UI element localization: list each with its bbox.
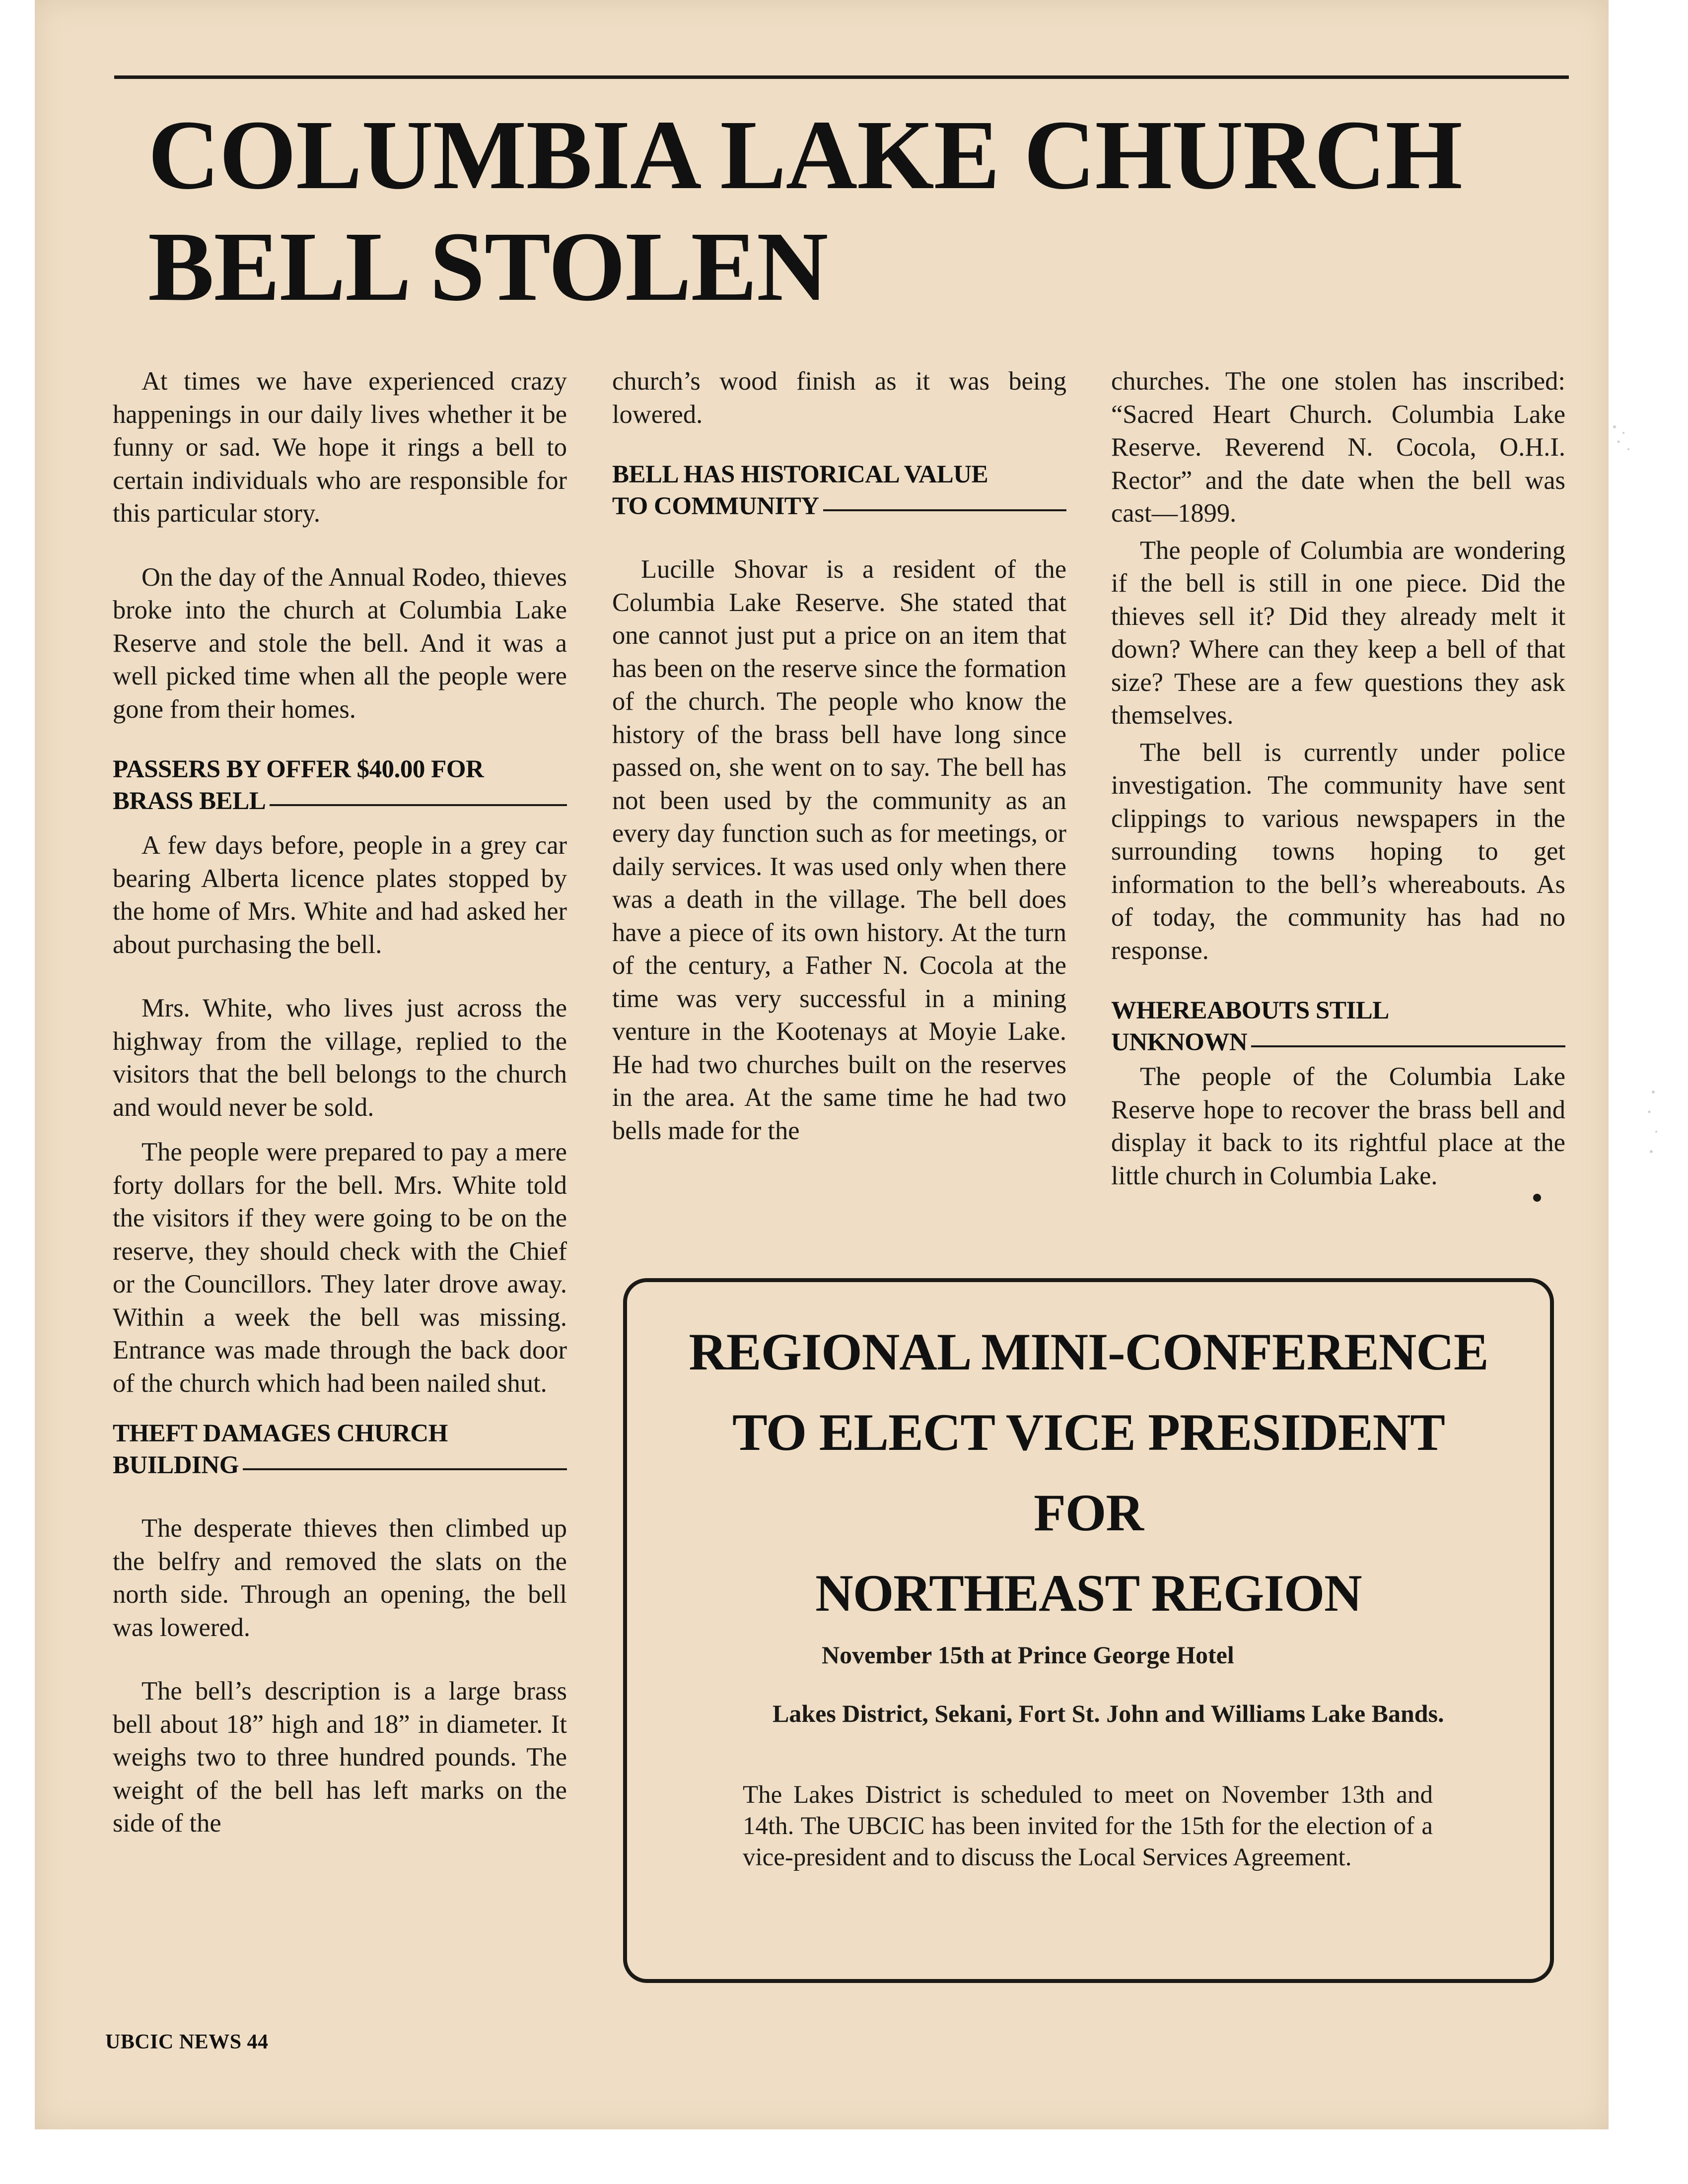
subhead-whereabouts-line-2: UNKNOWN (1111, 1028, 1248, 1056)
notice-bands: Lakes District, Sekani, Fort St. John and Williams Lake Bands. (773, 1700, 1444, 1727)
paragraph-8: church’s wood finish as it was being lowered. (612, 367, 1066, 429)
headline-line-2: BELL STOLEN (148, 212, 828, 322)
subhead-whereabouts (1111, 995, 1565, 1058)
subhead-historical-value-line-2: TO COMMUNITY (612, 492, 819, 520)
subhead-rule (243, 1468, 567, 1470)
end-bullet (1533, 1194, 1541, 1202)
subhead-whereabouts-line-1: WHEREABOUTS STILL (1111, 997, 1389, 1024)
page-footer: UBCIC NEWS 44 (105, 2031, 269, 2053)
article-column-3 (1111, 365, 1565, 1192)
paragraph-4: Mrs. White, who lives just across the highway from the village, replied to the visitors that the bell belongs to the church and would never be sold. (113, 994, 567, 1122)
notice-title-line-1: REGIONAL MINI-CONFERENCE (689, 1323, 1488, 1381)
paragraph-12: The bell is currently under police investigation. The community have sent clippings to various newspapers in the surrounding towns hoping to get information to the bell’s whereabouts. As of today, the community has had no response. (1111, 738, 1565, 965)
paper-speck-marks (1638, 1082, 1668, 1166)
subhead-passers-by-line-2: BRASS BELL (113, 787, 266, 815)
subhead-rule (1251, 1045, 1565, 1047)
headline (148, 99, 1568, 323)
subhead-historical-value (612, 459, 1066, 522)
paragraph-1: At times we have experienced crazy happenings in our daily lives whether it be funny or sad. We hope it rings a bell to certain individuals who are responsible for this particular story. (113, 367, 567, 528)
notice-title-line-2: TO ELECT VICE PRESIDENT (732, 1403, 1445, 1461)
subhead-theft-damages (113, 1418, 567, 1481)
subhead-passers-by-line-1: PASSERS BY OFFER $40.00 FOR (113, 755, 484, 783)
subhead-theft-damages-line-2: BUILDING (113, 1451, 239, 1479)
top-rule (114, 75, 1569, 79)
notice-body: The Lakes District is scheduled to meet on November 13th and 14th. The UBCIC has been invited for the 15th for the election of a vice-president and to discuss the Local Services Agreement. (743, 1781, 1433, 1871)
notice-title (627, 1312, 1550, 1634)
notice-title-line-3: FOR (1034, 1484, 1143, 1542)
paragraph-3: A few days before, people in a grey car bearing Alberta licence plates stopped by the home of Mrs. White and had asked her about purchasing the bell. (113, 831, 567, 959)
paragraph-5: The people were prepared to pay a mere forty dollars for the bell. Mrs. White told the visitors if they were going to be on the reserve, they should check with the Chief or the Councillors. They later drove away. Within a week the bell was missing. Entrance was made through the back door of the church which had been nailed shut. (113, 1138, 567, 1398)
notice-title-line-4: NORTHEAST REGION (815, 1564, 1362, 1622)
paragraph-2: On the day of the Annual Rodeo, thieves broke into the church at Columbia Lake Reserve and stole the bell. And it was a well picked time when all the people were gone from their homes. (113, 562, 567, 724)
paragraph-13: The people of the Columbia Lake Reserve hope to recover the brass bell and display it back to its rightful place at the little church in Columbia Lake. (1111, 1062, 1565, 1190)
subhead-historical-value-line-1: BELL HAS HISTORICAL VALUE (612, 461, 988, 488)
newspaper-page (35, 0, 1609, 2129)
subhead-rule (270, 804, 567, 806)
conference-notice-box (623, 1278, 1554, 1983)
paragraph-11: The people of Columbia are wondering if the bell is still in one piece. Did the thieves sell it? Did they already melt it down? Where can they keep a bell of that size? These are a few questions they ask themselves. (1111, 536, 1565, 730)
paragraph-10: churches. The one stolen has inscribed: “Sacred Heart Church. Columbia Lake Reserve. Reverend N. Cocola, O.H.I. Rector” and the date when the bell was cast—1899. (1111, 367, 1565, 528)
paragraph-9: Lucille Shovar is a resident of the Columbia Lake Reserve. She stated that one cannot just put a price on an item that has been on the reserve since the formation of the church. The people who know the history of the brass bell have long since passed on, she went on to say. The bell has not been used by the community as an every day function such as for meetings, or daily services. It was used only when there was a death in the village. The bell does have a piece of its own history. At the turn of the century, a Father N. Cocola at the time was very successful in a mining venture in the Kootenays at Moyie Lake. He had two churches built on the reserves in the area. At the same time he had two bells made for the (612, 555, 1066, 1145)
subhead-theft-damages-line-1: THEFT DAMAGES CHURCH (113, 1420, 448, 1447)
article-column-2 (612, 365, 1066, 1147)
paragraph-7: The bell’s description is a large brass bell about 18” high and 18” in diameter. It weighs two to three hundred pounds. The weight of the bell has left marks on the side of the (113, 1677, 567, 1838)
paper-speck-marks (1609, 422, 1638, 462)
headline-line-1: COLUMBIA LAKE CHURCH (148, 100, 1462, 210)
paragraph-6: The desperate thieves then climbed up the belfry and removed the slats on the north side. Through an opening, the bell was lowered. (113, 1514, 567, 1642)
subhead-rule (823, 509, 1066, 511)
article-column-1 (113, 365, 567, 1840)
notice-date-location: November 15th at Prince George Hotel (822, 1641, 1234, 1669)
subhead-passers-by (113, 753, 567, 817)
